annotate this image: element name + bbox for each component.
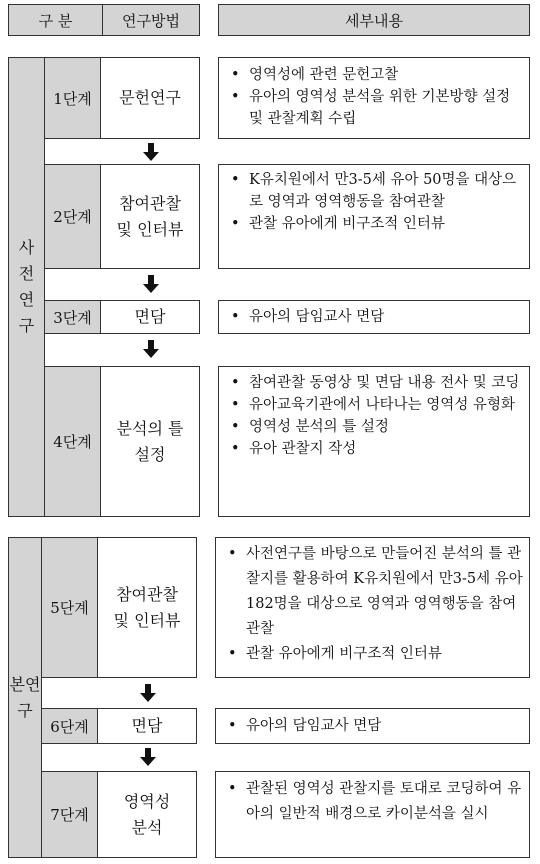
down-arrow-icon (143, 143, 159, 161)
stage-7-details (215, 771, 530, 858)
detail-item: • 사전연구를 바탕으로 만들어진 분석의 틀 관찰지를 활용하여 K유치원에서 만3-5세 유아 182명을 대상으로 영역과 영역행동을 참여관찰 (224, 542, 523, 642)
header-category: 구 분 (8, 4, 103, 36)
down-arrow-icon (143, 340, 159, 358)
stage-1-details (218, 57, 530, 139)
header-detail: 세부내용 (218, 4, 530, 36)
stage-3-details (218, 300, 530, 334)
stage-5-method: 참여관찰 및 인터뷰 (97, 537, 197, 678)
stage-2-method: 참여관찰 및 인터뷰 (100, 164, 200, 269)
detail-item: • 유아의 담임교사 면담 (227, 306, 523, 328)
stage-5-details (215, 537, 530, 678)
detail-item: • 영역성 분석의 틀 설정 (227, 416, 523, 438)
detail-item: • 유아의 담임교사 면담 (224, 715, 523, 737)
section-main-study-label: 본연 구 (8, 537, 42, 858)
stage-6-details (215, 708, 530, 744)
detail-item: • 관찰 유아에게 비구조적 인터뷰 (224, 642, 523, 667)
stage-2-label: 2단계 (44, 164, 101, 269)
stage-3-label: 3단계 (44, 300, 101, 334)
stage-6-label: 6단계 (41, 708, 98, 744)
stage-4-method: 분석의 틀 설정 (100, 366, 200, 517)
stage-2-details (218, 164, 530, 269)
down-arrow-icon (140, 748, 156, 766)
stage-4-label: 4단계 (44, 366, 101, 517)
stage-4-details (218, 366, 530, 517)
detail-item: • 유아교육기관에서 나타나는 영역성 유형화 (227, 394, 523, 416)
stage-5-label: 5단계 (41, 537, 98, 678)
stage-1-method: 문헌연구 (100, 57, 200, 139)
down-arrow-icon (143, 275, 159, 293)
section-pre-study-label: 사 전 연 구 (8, 57, 45, 517)
detail-item: • 영역성에 관련 문헌고찰 (227, 64, 523, 86)
detail-item: • 유아 관찰지 작성 (227, 438, 523, 460)
stage-3-method: 면담 (100, 300, 200, 334)
stage-7-method: 영역성 분석 (97, 771, 197, 858)
detail-item: • 유아의 영역성 분석을 위한 기본방향 설정 및 관찰계획 수립 (227, 86, 523, 130)
header-method: 연구방법 (102, 4, 200, 36)
detail-item: • K유치원에서 만3-5세 유아 50명을 대상으로 영역과 영역행동을 참여관찰 (227, 169, 523, 213)
down-arrow-icon (140, 684, 156, 702)
detail-item: • 관찰 유아에게 비구조적 인터뷰 (227, 213, 523, 235)
stage-1-label: 1단계 (44, 57, 101, 139)
stage-7-label: 7단계 (41, 771, 98, 858)
detail-item: • 참여관찰 동영상 및 면담 내용 전사 및 코딩 (227, 372, 523, 394)
stage-6-method: 면담 (97, 708, 197, 744)
detail-item: • 관찰된 영역성 관찰지를 토대로 코딩하여 유아의 일반적 배경으로 카이분석을 실시 (224, 777, 523, 827)
